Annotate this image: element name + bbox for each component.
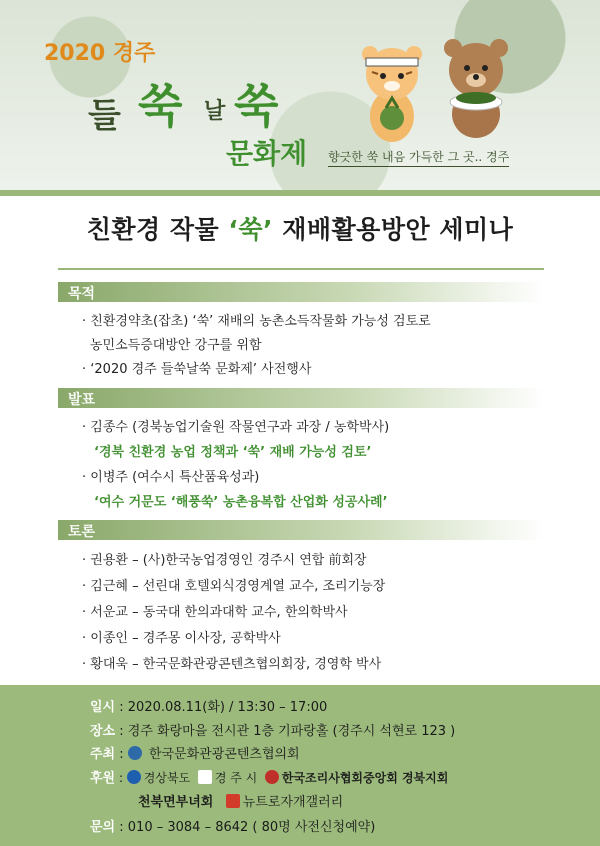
sponsor-gyeongju: 경 주 시: [214, 771, 258, 785]
festival-name: 문화제: [226, 137, 308, 170]
title-ssuk-1: 쑥: [138, 79, 183, 133]
contact-value: : 010 – 3084 – 8642 ( 80명 사전신청예약): [119, 820, 376, 835]
seminar-title-prefix: 친환경 작물: [86, 215, 229, 244]
gyeongju-logo-icon: [198, 770, 212, 784]
seminar-title-highlight: ‘쑥’: [228, 215, 274, 244]
presentation-topic: ‘경북 친환경 농업 정책과 ‘쑥’ 재배 가능성 검토’: [94, 445, 372, 460]
section-discussion-label: 토론: [68, 524, 96, 540]
presentation-item: · 이병주 (여수시 특산품육성과): [82, 470, 260, 485]
discussion-item: · 황대욱 – 한국문화관광콘텐츠협의회장, 경영학 박사: [82, 657, 382, 672]
contact-label: 문의: [90, 820, 116, 835]
date-row: [90, 696, 327, 715]
title-ssuk-2: 쑥: [234, 79, 279, 133]
sponsor-chef-association: 한국조리사협회중앙회 경북지회: [281, 771, 449, 785]
purpose-item: · 친환경약초(잡초) ‘쑥’ 재배의 농촌소득작물화 가능성 검토로: [82, 314, 431, 329]
title-divider: [58, 268, 544, 270]
seminar-title-suffix: 재배활용방안 세미나: [273, 215, 514, 244]
title-nal: 날: [204, 99, 226, 124]
title-deul: 들: [88, 96, 121, 136]
presentation-item: · 김종수 (경북농업기술원 작물연구과 과장 / 농학박사): [82, 420, 390, 435]
purpose-item: · ‘2020 경주 들쑥날쑥 문화제’ 사전행사: [82, 362, 312, 377]
discussion-item: · 권용환 – (사)한국농업경영인 경주시 연합 前회장: [82, 553, 367, 568]
tiger-mascot-icon: [352, 36, 432, 146]
host-label: 주최: [90, 747, 116, 762]
purpose-item: 농민소득증대방안 강구를 위함: [90, 338, 262, 353]
contact-row: [90, 816, 375, 835]
sponsor-row-2: [138, 791, 343, 810]
festival-title: [88, 70, 308, 140]
sponsor-gyeongbuk: 경상북도: [143, 771, 191, 785]
gyeongbuk-logo-icon: [127, 770, 141, 784]
festival-header: [0, 0, 600, 196]
presentation-topic: ‘여수 거문도 ‘해풍쑥’ 농촌융복합 산업화 성공사례’: [94, 495, 388, 510]
section-discussion-header: [58, 520, 544, 540]
sponsor-womens-association: 천북면부녀회: [138, 795, 214, 810]
festival-tagline: 향긋한 쑥 내음 가득한 그 곳.. 경주: [328, 148, 509, 167]
bear-mascot-icon: [436, 32, 516, 142]
sponsor-gallery: 뉴트로자개갤러리: [242, 795, 344, 810]
section-presentation-label: 발표: [68, 392, 96, 408]
date-label: 일시: [90, 700, 116, 715]
discussion-item: · 김근혜 – 선린대 호텔외식경영계열 교수, 조리기능장: [82, 579, 386, 594]
section-purpose-label: 목적: [68, 286, 96, 302]
chef-association-logo-icon: [265, 770, 279, 784]
date-value: : 2020.08.11(화) / 13:30 – 17:00: [119, 700, 328, 715]
sponsor-label: 후원: [90, 771, 116, 786]
host-value: 한국문화관광콘텐츠협의회: [148, 747, 300, 762]
section-purpose-header: [58, 282, 544, 302]
discussion-item: · 서운교 – 동국대 한의과대학 교수, 한의학박사: [82, 605, 348, 620]
discussion-item: · 이종인 – 경주몽 이사장, 공학박사: [82, 631, 281, 646]
place-label: 장소: [90, 724, 116, 739]
festival-year: 2020 경주: [44, 41, 156, 66]
place-value: : 경주 화랑마을 전시관 1층 기파랑홀 (경주시 석현로 123 ): [119, 724, 456, 739]
event-info-footer: [0, 685, 600, 846]
host-row: 주최 : 한국문화관광콘텐츠협의회: [90, 747, 300, 762]
seminar-title: [0, 210, 600, 246]
gallery-logo-icon: [226, 794, 240, 808]
host-logo-icon: [128, 746, 142, 760]
section-presentation-header: [58, 388, 544, 408]
place-row: [90, 720, 455, 739]
sponsor-row: 후원 : 경상북도 경 주 시 한국조리사협회중앙회 경북지회: [90, 771, 449, 786]
